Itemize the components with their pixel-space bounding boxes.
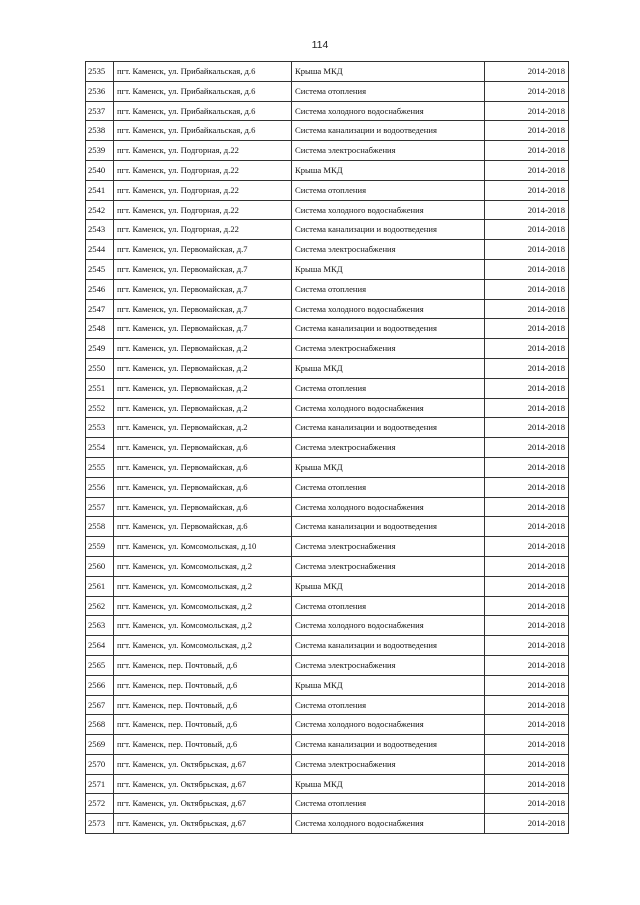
period-cell: 2014-2018 — [485, 259, 569, 279]
period-cell: 2014-2018 — [485, 556, 569, 576]
system-cell: Крыша МКД — [292, 358, 485, 378]
row-number-cell: 2573 — [86, 814, 114, 834]
row-number-cell: 2539 — [86, 141, 114, 161]
system-cell: Система отопления — [292, 180, 485, 200]
table-row — [86, 715, 569, 735]
table-row — [86, 517, 569, 537]
row-number-cell: 2538 — [86, 121, 114, 141]
table-row — [86, 675, 569, 695]
row-number-cell: 2556 — [86, 477, 114, 497]
system-cell: Система канализации и водоотведения — [292, 220, 485, 240]
row-number-cell: 2540 — [86, 160, 114, 180]
address-cell: пгт. Каменск, ул. Комсомольская, д.2 — [114, 636, 292, 656]
system-cell: Система отопления — [292, 477, 485, 497]
period-cell: 2014-2018 — [485, 240, 569, 260]
system-cell: Система электроснабжения — [292, 556, 485, 576]
address-cell: пгт. Каменск, ул. Первомайская, д.7 — [114, 259, 292, 279]
period-cell: 2014-2018 — [485, 596, 569, 616]
address-cell: пгт. Каменск, ул. Первомайская, д.7 — [114, 279, 292, 299]
table-row — [86, 438, 569, 458]
row-number-cell: 2551 — [86, 378, 114, 398]
period-cell: 2014-2018 — [485, 497, 569, 517]
row-number-cell: 2543 — [86, 220, 114, 240]
address-cell: пгт. Каменск, ул. Комсомольская, д.2 — [114, 596, 292, 616]
address-cell: пгт. Каменск, ул. Октябрьская, д.67 — [114, 814, 292, 834]
address-cell: пгт. Каменск, пер. Почтовый, д.6 — [114, 715, 292, 735]
system-cell: Система электроснабжения — [292, 754, 485, 774]
system-cell: Система отопления — [292, 596, 485, 616]
page-number: 114 — [311, 39, 329, 51]
row-number-cell: 2552 — [86, 398, 114, 418]
address-cell: пгт. Каменск, ул. Подгорная, д.22 — [114, 141, 292, 161]
table-row — [86, 754, 569, 774]
period-cell: 2014-2018 — [485, 438, 569, 458]
table-row — [86, 378, 569, 398]
table-row — [86, 794, 569, 814]
system-cell: Система отопления — [292, 81, 485, 101]
row-number-cell: 2541 — [86, 180, 114, 200]
address-cell: пгт. Каменск, ул. Подгорная, д.22 — [114, 180, 292, 200]
row-number-cell: 2542 — [86, 200, 114, 220]
row-number-cell: 2549 — [86, 339, 114, 359]
row-number-cell: 2568 — [86, 715, 114, 735]
period-cell: 2014-2018 — [485, 814, 569, 834]
system-cell: Система отопления — [292, 695, 485, 715]
address-cell: пгт. Каменск, ул. Прибайкальская, д.6 — [114, 121, 292, 141]
table-row — [86, 81, 569, 101]
row-number-cell: 2544 — [86, 240, 114, 260]
period-cell: 2014-2018 — [485, 735, 569, 755]
system-cell: Система отопления — [292, 794, 485, 814]
row-number-cell: 2561 — [86, 576, 114, 596]
period-cell: 2014-2018 — [485, 378, 569, 398]
period-cell: 2014-2018 — [485, 794, 569, 814]
system-cell: Система холодного водоснабжения — [292, 101, 485, 121]
row-number-cell: 2567 — [86, 695, 114, 715]
system-cell: Крыша МКД — [292, 457, 485, 477]
row-number-cell: 2536 — [86, 81, 114, 101]
table-row — [86, 537, 569, 557]
period-cell: 2014-2018 — [485, 774, 569, 794]
table-row — [86, 616, 569, 636]
table-row — [86, 695, 569, 715]
row-number-cell: 2570 — [86, 754, 114, 774]
row-number-cell: 2555 — [86, 457, 114, 477]
table-row — [86, 556, 569, 576]
system-cell: Система канализации и водоотведения — [292, 517, 485, 537]
address-cell: пгт. Каменск, ул. Первомайская, д.7 — [114, 240, 292, 260]
table-row — [86, 141, 569, 161]
address-cell: пгт. Каменск, ул. Первомайская, д.2 — [114, 358, 292, 378]
period-cell: 2014-2018 — [485, 121, 569, 141]
system-cell: Крыша МКД — [292, 160, 485, 180]
period-cell: 2014-2018 — [485, 754, 569, 774]
row-number-cell: 2550 — [86, 358, 114, 378]
system-cell: Крыша МКД — [292, 774, 485, 794]
system-cell: Система холодного водоснабжения — [292, 398, 485, 418]
period-cell: 2014-2018 — [485, 616, 569, 636]
table-row — [86, 240, 569, 260]
address-cell: пгт. Каменск, ул. Подгорная, д.22 — [114, 160, 292, 180]
system-cell: Система холодного водоснабжения — [292, 497, 485, 517]
address-cell: пгт. Каменск, ул. Первомайская, д.2 — [114, 378, 292, 398]
table-row — [86, 497, 569, 517]
row-number-cell: 2546 — [86, 279, 114, 299]
address-cell: пгт. Каменск, ул. Октябрьская, д.67 — [114, 774, 292, 794]
table-row — [86, 596, 569, 616]
system-cell: Система электроснабжения — [292, 240, 485, 260]
table-row — [86, 220, 569, 240]
system-cell: Система канализации и водоотведения — [292, 418, 485, 438]
system-cell: Крыша МКД — [292, 259, 485, 279]
address-cell: пгт. Каменск, пер. Почтовый, д.6 — [114, 675, 292, 695]
system-cell: Система холодного водоснабжения — [292, 200, 485, 220]
address-cell: пгт. Каменск, пер. Почтовый, д.6 — [114, 695, 292, 715]
row-number-cell: 2563 — [86, 616, 114, 636]
period-cell: 2014-2018 — [485, 675, 569, 695]
row-number-cell: 2547 — [86, 299, 114, 319]
system-cell: Система электроснабжения — [292, 438, 485, 458]
system-cell: Система холодного водоснабжения — [292, 616, 485, 636]
row-number-cell: 2557 — [86, 497, 114, 517]
table-row — [86, 299, 569, 319]
address-cell: пгт. Каменск, пер. Почтовый, д.6 — [114, 735, 292, 755]
table-row — [86, 358, 569, 378]
table-row — [86, 279, 569, 299]
system-cell: Система канализации и водоотведения — [292, 121, 485, 141]
table-row — [86, 398, 569, 418]
period-cell: 2014-2018 — [485, 576, 569, 596]
period-cell: 2014-2018 — [485, 220, 569, 240]
table-row — [86, 636, 569, 656]
period-cell: 2014-2018 — [485, 418, 569, 438]
row-number-cell: 2571 — [86, 774, 114, 794]
table-row — [86, 655, 569, 675]
row-number-cell: 2562 — [86, 596, 114, 616]
period-cell: 2014-2018 — [485, 655, 569, 675]
address-cell: пгт. Каменск, ул. Первомайская, д.6 — [114, 477, 292, 497]
table-body — [86, 62, 569, 834]
address-cell: пгт. Каменск, ул. Октябрьская, д.67 — [114, 794, 292, 814]
address-cell: пгт. Каменск, ул. Первомайская, д.7 — [114, 319, 292, 339]
address-cell: пгт. Каменск, ул. Первомайская, д.6 — [114, 457, 292, 477]
table-row — [86, 339, 569, 359]
system-cell: Система отопления — [292, 279, 485, 299]
system-cell: Система канализации и водоотведения — [292, 735, 485, 755]
repair-schedule-table — [85, 61, 569, 834]
address-cell: пгт. Каменск, ул. Первомайская, д.2 — [114, 418, 292, 438]
address-cell: пгт. Каменск, ул. Октябрьская, д.67 — [114, 754, 292, 774]
table-row — [86, 259, 569, 279]
system-cell: Система холодного водоснабжения — [292, 814, 485, 834]
table-row — [86, 121, 569, 141]
system-cell: Система холодного водоснабжения — [292, 299, 485, 319]
table-row — [86, 477, 569, 497]
system-cell: Система электроснабжения — [292, 655, 485, 675]
table-row — [86, 735, 569, 755]
period-cell: 2014-2018 — [485, 62, 569, 82]
row-number-cell: 2537 — [86, 101, 114, 121]
system-cell: Система отопления — [292, 378, 485, 398]
period-cell: 2014-2018 — [485, 477, 569, 497]
table-row — [86, 418, 569, 438]
row-number-cell: 2572 — [86, 794, 114, 814]
period-cell: 2014-2018 — [485, 299, 569, 319]
system-cell: Крыша МКД — [292, 576, 485, 596]
table-row — [86, 319, 569, 339]
row-number-cell: 2558 — [86, 517, 114, 537]
row-number-cell: 2548 — [86, 319, 114, 339]
row-number-cell: 2565 — [86, 655, 114, 675]
period-cell: 2014-2018 — [485, 279, 569, 299]
row-number-cell: 2560 — [86, 556, 114, 576]
table-row — [86, 200, 569, 220]
period-cell: 2014-2018 — [485, 160, 569, 180]
period-cell: 2014-2018 — [485, 358, 569, 378]
table-row — [86, 814, 569, 834]
address-cell: пгт. Каменск, ул. Комсомольская, д.2 — [114, 576, 292, 596]
table-row — [86, 62, 569, 82]
address-cell: пгт. Каменск, ул. Первомайская, д.6 — [114, 517, 292, 537]
period-cell: 2014-2018 — [485, 398, 569, 418]
system-cell: Крыша МКД — [292, 62, 485, 82]
system-cell: Система канализации и водоотведения — [292, 319, 485, 339]
system-cell: Крыша МКД — [292, 675, 485, 695]
address-cell: пгт. Каменск, ул. Подгорная, д.22 — [114, 200, 292, 220]
row-number-cell: 2569 — [86, 735, 114, 755]
row-number-cell: 2554 — [86, 438, 114, 458]
table-row — [86, 160, 569, 180]
row-number-cell: 2535 — [86, 62, 114, 82]
table-row — [86, 457, 569, 477]
address-cell: пгт. Каменск, ул. Комсомольская, д.2 — [114, 616, 292, 636]
table-row — [86, 101, 569, 121]
period-cell: 2014-2018 — [485, 636, 569, 656]
row-number-cell: 2566 — [86, 675, 114, 695]
period-cell: 2014-2018 — [485, 537, 569, 557]
period-cell: 2014-2018 — [485, 141, 569, 161]
period-cell: 2014-2018 — [485, 180, 569, 200]
address-cell: пгт. Каменск, ул. Первомайская, д.7 — [114, 299, 292, 319]
table-row — [86, 576, 569, 596]
row-number-cell: 2564 — [86, 636, 114, 656]
period-cell: 2014-2018 — [485, 339, 569, 359]
system-cell: Система электроснабжения — [292, 141, 485, 161]
row-number-cell: 2545 — [86, 259, 114, 279]
address-cell: пгт. Каменск, ул. Первомайская, д.6 — [114, 438, 292, 458]
system-cell: Система холодного водоснабжения — [292, 715, 485, 735]
address-cell: пгт. Каменск, ул. Первомайская, д.6 — [114, 497, 292, 517]
address-cell: пгт. Каменск, ул. Прибайкальская, д.6 — [114, 101, 292, 121]
table-row — [86, 180, 569, 200]
period-cell: 2014-2018 — [485, 457, 569, 477]
period-cell: 2014-2018 — [485, 200, 569, 220]
address-cell: пгт. Каменск, ул. Первомайская, д.2 — [114, 339, 292, 359]
period-cell: 2014-2018 — [485, 695, 569, 715]
period-cell: 2014-2018 — [485, 517, 569, 537]
address-cell: пгт. Каменск, ул. Первомайская, д.2 — [114, 398, 292, 418]
table-row — [86, 774, 569, 794]
system-cell: Система электроснабжения — [292, 537, 485, 557]
period-cell: 2014-2018 — [485, 81, 569, 101]
system-cell: Система электроснабжения — [292, 339, 485, 359]
address-cell: пгт. Каменск, ул. Подгорная, д.22 — [114, 220, 292, 240]
period-cell: 2014-2018 — [485, 715, 569, 735]
row-number-cell: 2559 — [86, 537, 114, 557]
address-cell: пгт. Каменск, пер. Почтовый, д.6 — [114, 655, 292, 675]
address-cell: пгт. Каменск, ул. Прибайкальская, д.6 — [114, 62, 292, 82]
period-cell: 2014-2018 — [485, 101, 569, 121]
address-cell: пгт. Каменск, ул. Комсомольская, д.10 — [114, 537, 292, 557]
row-number-cell: 2553 — [86, 418, 114, 438]
system-cell: Система канализации и водоотведения — [292, 636, 485, 656]
address-cell: пгт. Каменск, ул. Комсомольская, д.2 — [114, 556, 292, 576]
period-cell: 2014-2018 — [485, 319, 569, 339]
address-cell: пгт. Каменск, ул. Прибайкальская, д.6 — [114, 81, 292, 101]
